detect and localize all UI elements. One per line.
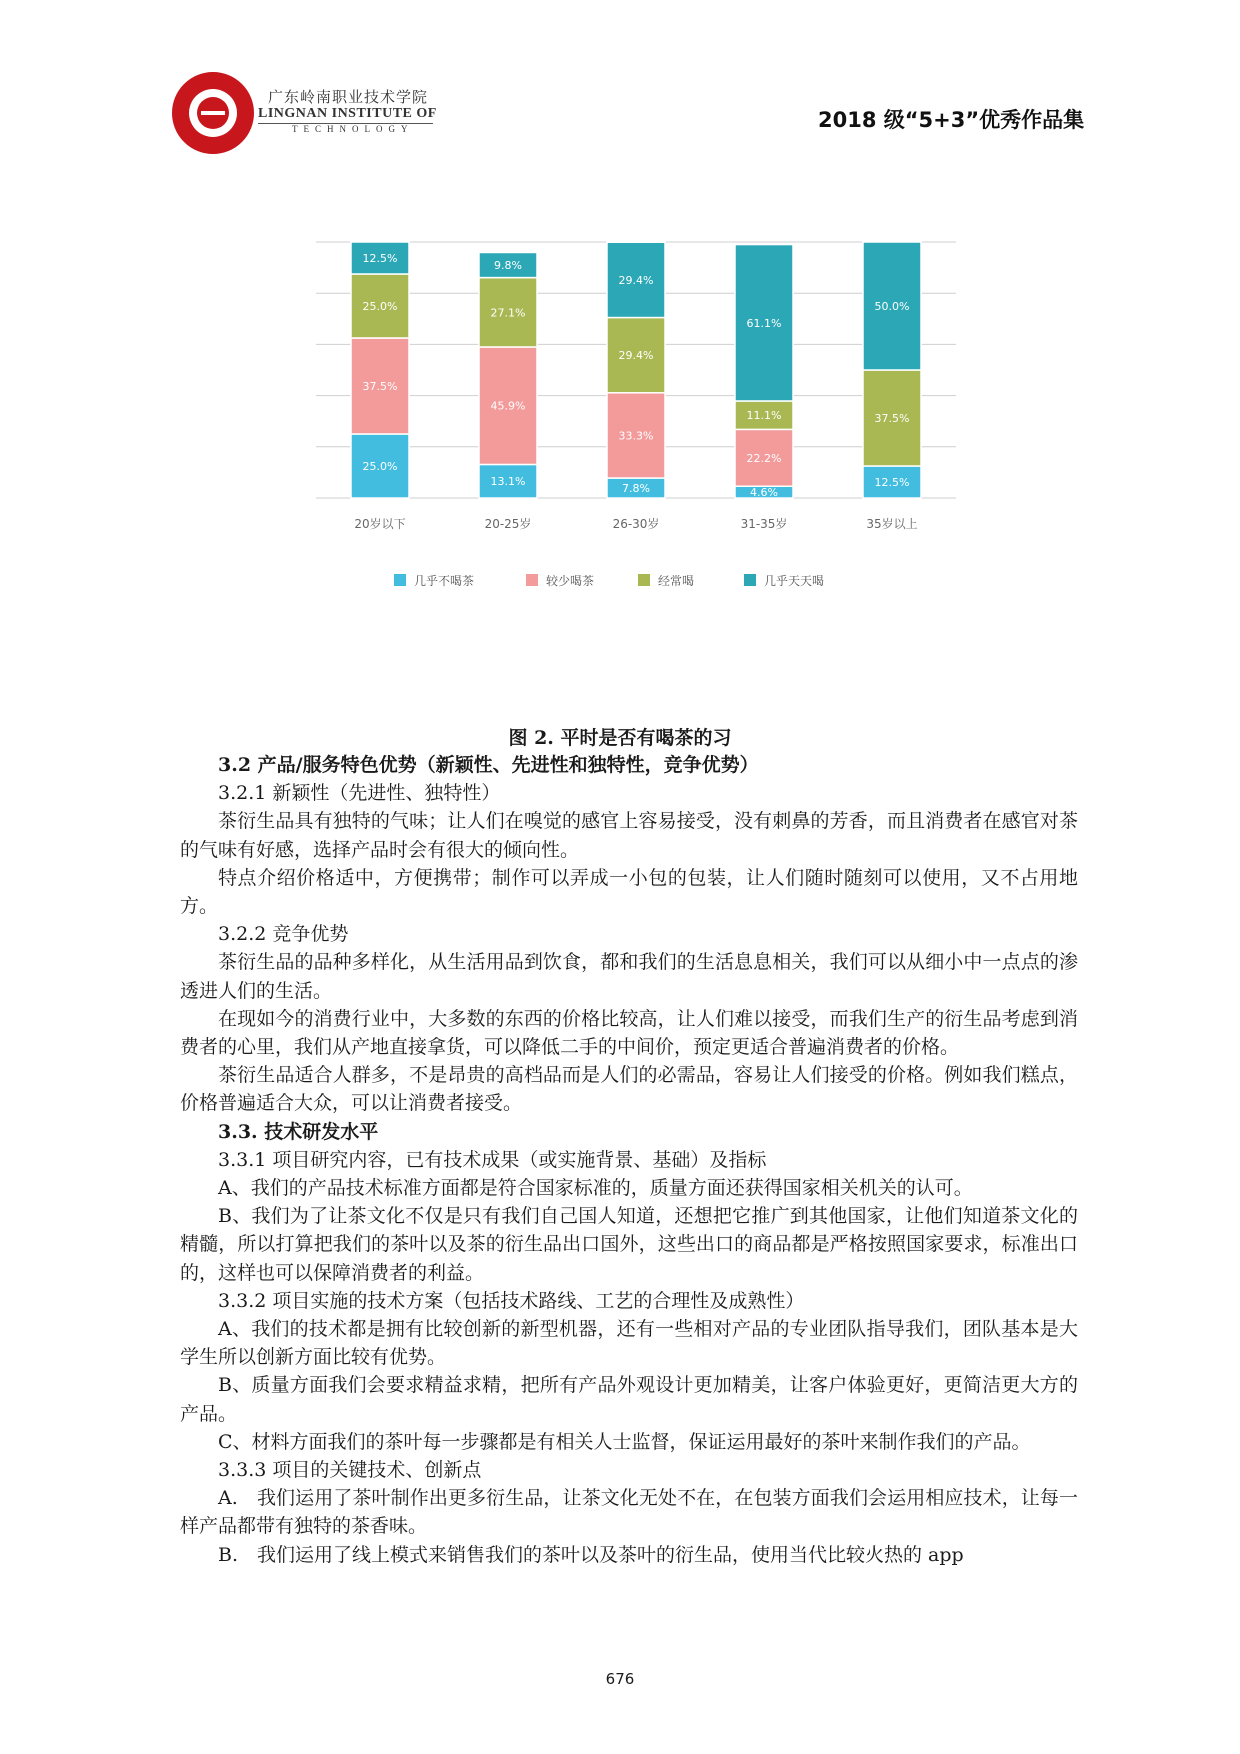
paragraph: B、质量方面我们会要求精益求精，把所有产品外观设计更加精美，让客户体验更好，更简洁更大方的产品。 xyxy=(180,1374,1078,1425)
paragraph: 3.3.3 项目的关键技术、创新点 xyxy=(218,1459,482,1482)
school-name-cn: 广东岭南职业技术学院 xyxy=(268,88,429,106)
legend-swatch xyxy=(526,574,538,586)
data-label: 29.4% xyxy=(618,349,654,363)
data-label: 45.9% xyxy=(490,399,526,413)
paragraph: 特点介绍价格适中，方便携带；制作可以弄成一小包的包装，让人们随时随刻可以使用，又不占用地方。 xyxy=(180,866,1078,918)
data-label: 12.5% xyxy=(874,476,910,489)
chart-canvas xyxy=(316,232,956,672)
paragraph: 茶衍生品的品种多样化，从生活用品到饮食，都和我们的生活息息相关，我们可以从细小中一点点的渗透进人们的生活。 xyxy=(180,951,1078,1002)
school-logo xyxy=(172,72,254,154)
legend-label: 几乎天天喝 xyxy=(764,574,825,588)
data-label: 50.0% xyxy=(874,300,910,313)
data-label: 27.1% xyxy=(490,306,526,320)
data-label: 25.0% xyxy=(362,300,398,313)
data-label: 61.1% xyxy=(746,316,782,330)
paragraph: C、材料方面我们的茶叶每一步骤都是有相关人士监督，保证运用最好的茶叶来制作我们的产品。 xyxy=(218,1430,1031,1453)
data-label: 12.5% xyxy=(362,252,398,265)
figure-caption: 图 2. 平时是否有喝茶的习 xyxy=(508,727,732,749)
paragraph: 茶衍生品具有独特的气味；让人们在嗅觉的感官上容易接受，没有刺鼻的芳香，而且消费者在感官对茶的气味有好感，选择产品时会有很大的倾向性。 xyxy=(180,810,1078,861)
paragraph: 3.2.1 新颖性（先进性、独特性） xyxy=(218,782,501,805)
paragraph: 3.2.2 竞争优势 xyxy=(218,923,349,946)
body-text xyxy=(180,751,1078,1569)
legend-swatch xyxy=(638,574,650,586)
data-label: 25.0% xyxy=(362,460,398,473)
x-tick-label: 20-25岁 xyxy=(484,517,532,531)
paragraph: B. 我们运用了线上模式来销售我们的茶叶以及茶叶的衍生品，使用当代比较火热的 app xyxy=(218,1543,964,1566)
section-heading: 3.2 产品/服务特色优势（新颖性、先进性和独特性，竞争优势） xyxy=(218,754,759,776)
legend-label: 较少喝茶 xyxy=(546,574,595,588)
section-heading: 3.3. 技术研发水平 xyxy=(218,1120,379,1143)
data-label: 13.1% xyxy=(490,475,526,489)
x-tick-label: 31-35岁 xyxy=(740,517,788,531)
paragraph: A、我们的产品技术标准方面都是符合国家标准的，质量方面还获得国家相关机关的认可。 xyxy=(218,1177,973,1200)
paragraph: 3.3.2 项目实施的技术方案（包括技术路线、工艺的合理性及成熟性） xyxy=(218,1289,805,1312)
paragraph: 在现如今的消费行业中，大多数的东西的价格比较高，让人们难以接受，而我们生产的衍生品考虑到消费者的心里，我们从产地直接拿货，可以降低二手的中间价，预定更适合普遍消费者的价格。 xyxy=(180,1007,1078,1059)
data-label: 37.5% xyxy=(362,380,398,393)
x-tick-label: 35岁以上 xyxy=(866,517,918,531)
data-label: 9.8% xyxy=(494,259,522,273)
paragraph: 茶衍生品适合人群多，不是昂贵的高档品而是人们的必需品，容易让人们接受的价格。例如我们糕点，价格普遍适合大众，可以让消费者接受。 xyxy=(180,1064,1078,1115)
data-label: 11.1% xyxy=(746,409,782,423)
data-label: 7.8% xyxy=(622,482,650,496)
data-label: 22.2% xyxy=(746,451,782,465)
data-label: 33.3% xyxy=(618,429,654,443)
data-label: 37.5% xyxy=(874,412,910,425)
page-number: 676 xyxy=(605,1670,635,1688)
legend-swatch xyxy=(394,574,406,586)
data-label: 4.6% xyxy=(750,486,778,500)
legend-label: 经常喝 xyxy=(658,574,695,588)
paragraph: B、我们为了让茶文化不仅是只有我们自己国人知道，还想把它推广到其他国家，让他们知道茶文化的精髓，所以打算把我们的茶叶以及茶的衍生品出口国外，这些出口的商品都是严格按照国家要求，标准出口的，这样也可以保障消费者的利益。 xyxy=(180,1205,1078,1284)
collection-title: 2018 级“5+3”优秀作品集 xyxy=(818,108,1085,132)
paragraph: A、我们的技术都是拥有比较创新的新型机器，还有一些相对产品的专业团队指导我们，团队基本是大学生所以创新方面比较有优势。 xyxy=(180,1318,1078,1369)
school-name-en: LINGNAN INSTITUTE OF xyxy=(258,106,437,121)
data-label: 29.4% xyxy=(618,273,654,287)
x-tick-label: 20岁以下 xyxy=(354,517,406,531)
page-header xyxy=(0,0,1240,160)
legend-label: 几乎不喝茶 xyxy=(414,574,475,588)
paragraph: 3.3.1 项目研究内容，已有技术成果（或实施背景、基础）及指标 xyxy=(218,1148,767,1171)
paragraph: A. 我们运用了茶叶制作出更多衍生品，让茶文化无处不在，在包装方面我们会运用相应技术，让每一样产品都带有独特的茶香味。 xyxy=(180,1487,1078,1538)
legend-swatch xyxy=(744,574,756,586)
stacked-bar-chart xyxy=(316,232,956,672)
x-tick-label: 26-30岁 xyxy=(612,517,660,531)
school-name-en-line2: TECHNOLOGY xyxy=(292,124,414,134)
